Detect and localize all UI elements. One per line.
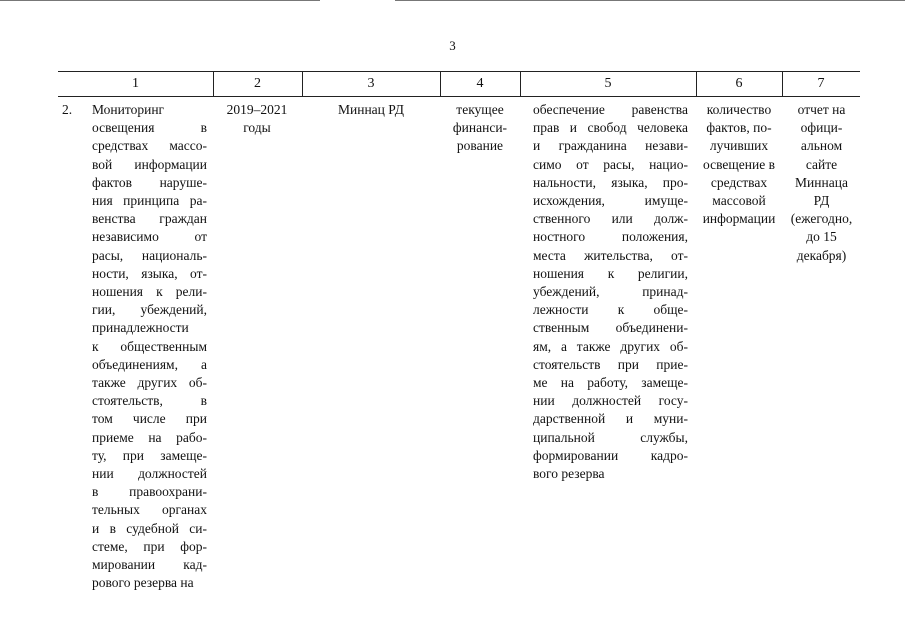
cell-line: том числе при bbox=[92, 411, 207, 427]
cell-line: ципальной службы, bbox=[533, 429, 688, 445]
cell-line: ту, при замеще- bbox=[92, 447, 207, 463]
cell-line: рование bbox=[456, 138, 504, 154]
event-cell bbox=[92, 101, 207, 592]
indicator-cell bbox=[697, 101, 781, 228]
cell-line: 2019–2021 bbox=[226, 102, 288, 117]
cell-line: сайте bbox=[805, 156, 838, 172]
cell-line: количество bbox=[706, 102, 772, 117]
cell-line: средствах bbox=[710, 174, 768, 190]
cell-line: офици- bbox=[800, 120, 843, 136]
cell-line: к общественным bbox=[92, 338, 207, 354]
cell-line: информации bbox=[702, 211, 776, 227]
col-header-7: 7 bbox=[817, 76, 825, 91]
cell-line: независимо от bbox=[92, 229, 207, 245]
cell-line: рового резерва на bbox=[92, 575, 194, 591]
cell-line: вого резерва bbox=[533, 466, 605, 482]
header-bottom-border bbox=[58, 96, 860, 97]
executor-cell bbox=[305, 101, 437, 119]
cell-line: и гражданина незави- bbox=[533, 138, 688, 154]
cell-line: убеждений, принад- bbox=[533, 284, 688, 300]
cell-line: исхождения, имуще- bbox=[533, 193, 688, 209]
scan-edge-left bbox=[0, 0, 320, 1]
cell-line: ностного положения, bbox=[533, 229, 688, 245]
col-header-3: 3 bbox=[367, 76, 375, 91]
cell-line: отчет на bbox=[797, 102, 846, 117]
cell-line: нии должностей bbox=[92, 466, 207, 482]
col-header-4: 4 bbox=[476, 76, 484, 91]
cell-line: лучивших bbox=[709, 138, 769, 154]
cell-line: РД bbox=[813, 193, 830, 209]
cell-line: освещения в bbox=[92, 120, 207, 136]
cell-line: прав и свобод человека bbox=[533, 120, 688, 136]
col-header-1: 1 bbox=[132, 76, 139, 91]
cell-line: также других об- bbox=[92, 375, 207, 391]
cell-line: тельных органах bbox=[92, 502, 207, 518]
cell-line: ственного или долж- bbox=[533, 211, 688, 227]
cell-line: (ежегодно, bbox=[790, 211, 853, 227]
cell-line: формировании кадро- bbox=[533, 447, 688, 463]
purpose-cell bbox=[533, 101, 688, 483]
cell-line: нальности, языка, про- bbox=[533, 174, 688, 190]
cell-line: венства граждан bbox=[92, 211, 207, 227]
cell-line: текущее bbox=[456, 102, 504, 117]
cell-line: мировании кад- bbox=[92, 557, 207, 573]
cell-line: Мониторинг bbox=[92, 102, 165, 117]
cell-line: нии должностей госу- bbox=[533, 393, 688, 409]
cell-line: и в судебной си- bbox=[92, 520, 207, 536]
cell-line: декабря) bbox=[796, 247, 847, 263]
cell-line: стоятельств, в bbox=[92, 393, 207, 409]
cell-line: годы bbox=[243, 120, 271, 136]
cell-line: Миннац РД bbox=[338, 102, 404, 117]
cell-line: ношения к рели- bbox=[92, 284, 207, 300]
cell-line: гии, убеждений, bbox=[92, 302, 207, 318]
cell-line: обеспечение равенства bbox=[533, 102, 688, 117]
funding-cell bbox=[443, 101, 517, 156]
cell-line: дарственной и муни- bbox=[533, 411, 688, 427]
cell-line: в правоохрани- bbox=[92, 484, 207, 500]
cell-line: объединениям, а bbox=[92, 356, 207, 372]
cell-line: ственным объединени- bbox=[533, 320, 688, 336]
scan-edge-right bbox=[395, 0, 905, 1]
row-number: 2. bbox=[62, 102, 73, 117]
cell-line: симо от расы, нацио- bbox=[533, 156, 688, 172]
cell-line: приеме на рабо- bbox=[92, 429, 207, 445]
cell-line: лежности к обще- bbox=[533, 302, 688, 318]
cell-line: расы, националь- bbox=[92, 247, 207, 263]
cell-line: фактов, по- bbox=[706, 120, 772, 136]
cell-line: Миннаца bbox=[795, 174, 848, 190]
col-header-5: 5 bbox=[604, 76, 612, 91]
cell-line: ния принципа ра- bbox=[92, 193, 207, 209]
cell-line: ности, языка, от- bbox=[92, 265, 207, 281]
cell-line: массовой bbox=[712, 193, 766, 209]
term-cell bbox=[217, 101, 297, 137]
page-number: 3 bbox=[449, 38, 456, 53]
report-cell bbox=[783, 101, 860, 265]
col-header-2: 2 bbox=[254, 76, 261, 91]
col-header-6: 6 bbox=[735, 76, 743, 91]
cell-line: стеме, при фор- bbox=[92, 538, 207, 554]
cell-line: освещение в bbox=[703, 156, 775, 172]
cell-line: вой информации bbox=[92, 156, 207, 172]
cell-line: средствах массо- bbox=[92, 138, 207, 154]
cell-line: принадлежности bbox=[92, 320, 189, 336]
cell-line: до 15 bbox=[806, 229, 837, 245]
cell-line: альном bbox=[800, 138, 843, 154]
cell-line: места жительства, от- bbox=[533, 247, 688, 263]
cell-line: финанси- bbox=[452, 120, 508, 136]
cell-line: ношения к религии, bbox=[533, 265, 688, 281]
cell-line: стоятельств при прие- bbox=[533, 356, 688, 372]
cell-line: ме на работу, замеще- bbox=[533, 375, 688, 391]
cell-line: фактов наруше- bbox=[92, 174, 207, 190]
cell-line: ям, а также других об- bbox=[533, 338, 688, 354]
